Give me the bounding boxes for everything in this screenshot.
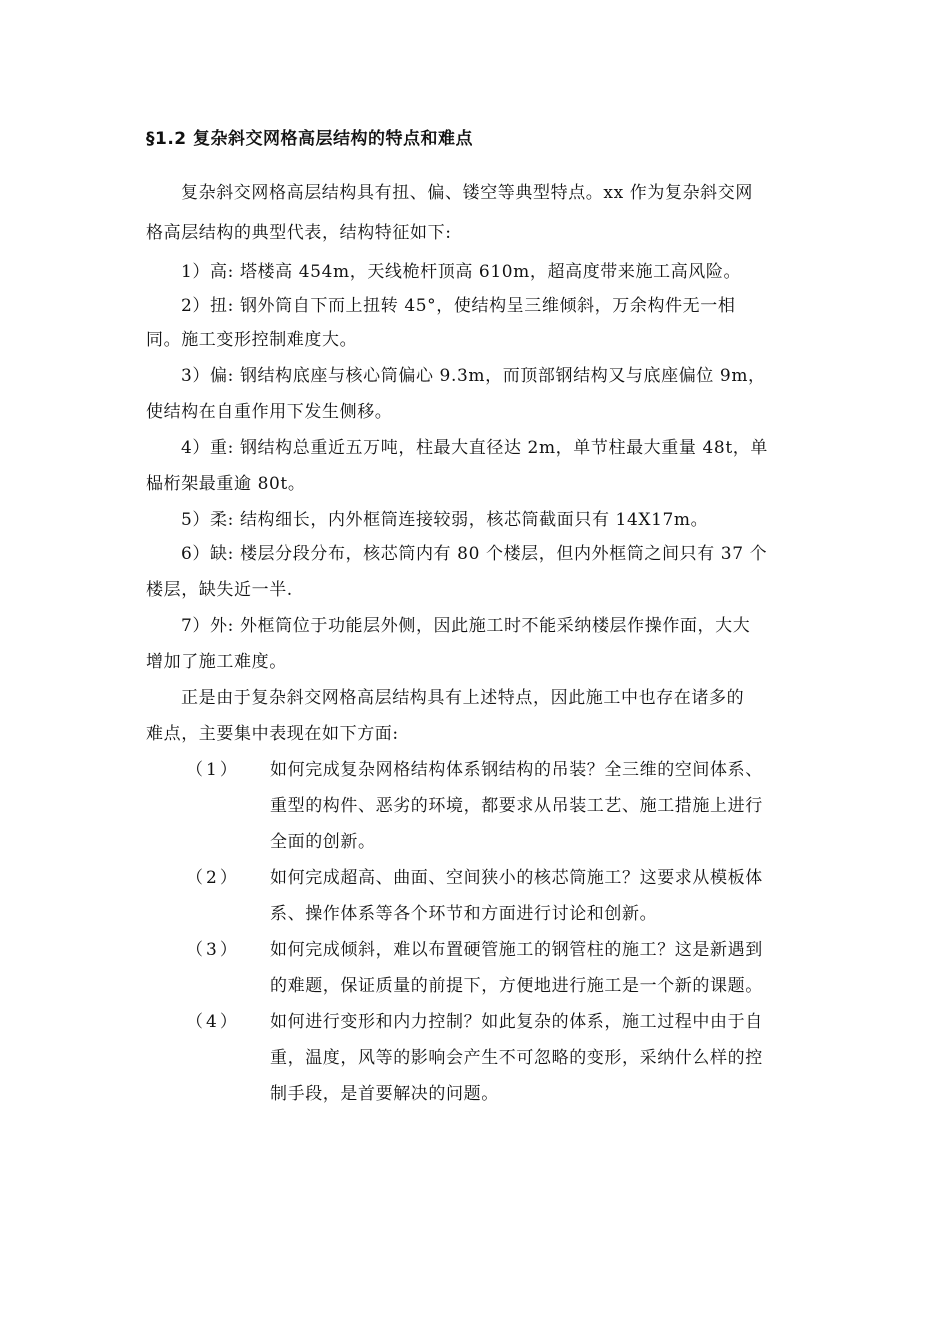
difficulty-number: （2）: [186, 868, 240, 888]
feature-item-7: 7）外: 外框筒位于功能层外侧，因此施工时不能采纳楼层作操作面，大大: [181, 616, 751, 636]
difficulty-line: 制手段，是首要解决的问题。: [270, 1084, 499, 1104]
feature-item-6-cont: 楼层，缺失近一半.: [146, 580, 293, 600]
difficulty-number: （4）: [186, 1012, 240, 1032]
paragraph-line: 复杂斜交网格高层结构具有扭、偏、镂空等典型特点。xx 作为复杂斜交网: [181, 183, 753, 203]
feature-item-4-cont: 榀桁架最重逾 80t。: [146, 474, 306, 494]
feature-item-4: 4）重: 钢结构总重近五万吨，柱最大直径达 2m，单节柱最大重量 48t，单: [181, 438, 768, 458]
paragraph-line: 格高层结构的典型代表，结构特征如下:: [146, 223, 452, 243]
difficulty-number: （1）: [186, 760, 240, 780]
feature-item-2-cont: 同。施工变形控制难度大。: [146, 330, 358, 350]
feature-item-3: 3）偏: 钢结构底座与核心筒偏心 9.3m，而顶部钢结构又与底座偏位 9m，: [181, 366, 766, 386]
feature-item-5: 5）柔: 结构细长，内外框筒连接较弱，核芯筒截面只有 14X17m。: [181, 510, 709, 530]
paragraph-line: 难点，主要集中表现在如下方面:: [146, 724, 399, 744]
difficulty-line: 全面的创新。: [270, 832, 376, 852]
section-heading: §1.2 复杂斜交网格高层结构的特点和难点: [146, 129, 474, 149]
difficulty-line: 系、操作体系等各个环节和方面进行讨论和创新。: [270, 904, 658, 924]
difficulty-line: 如何完成超高、曲面、空间狭小的核芯筒施工？这要求从模板体: [270, 868, 763, 888]
difficulty-line: 如何完成复杂网格结构体系钢结构的吊装？全三维的空间体系、: [270, 760, 763, 780]
feature-item-3-cont: 使结构在自重作用下发生侧移。: [146, 402, 393, 422]
difficulty-line: 如何进行变形和内力控制？如此复杂的体系，施工过程中由于自: [270, 1012, 763, 1032]
difficulty-line: 重，温度，风等的影响会产生不可忽略的变形，采纳什么样的控: [270, 1048, 763, 1068]
feature-item-6: 6）缺: 楼层分段分布，核芯筒内有 80 个楼层，但内外框筒之间只有 37 个: [181, 544, 768, 564]
difficulty-line: 如何完成倾斜，难以布置硬管施工的钢管柱的施工？这是新遇到: [270, 940, 763, 960]
feature-item-7-cont: 增加了施工难度。: [146, 652, 287, 672]
paragraph-line: 正是由于复杂斜交网格高层结构具有上述特点，因此施工中也存在诸多的: [181, 688, 745, 708]
difficulty-number: （3）: [186, 940, 240, 960]
feature-item-2: 2）扭: 钢外筒自下而上扭转 45°，使结构呈三维倾斜，万余构件无一相: [181, 296, 736, 316]
difficulty-line: 重型的构件、恶劣的环境，都要求从吊装工艺、施工措施上进行: [270, 796, 763, 816]
feature-item-1: 1）高: 塔楼高 454m，天线桅杆顶高 610m，超高度带来施工高风险。: [181, 262, 742, 282]
difficulty-line: 的难题，保证质量的前提下，方便地进行施工是一个新的课题。: [270, 976, 763, 996]
